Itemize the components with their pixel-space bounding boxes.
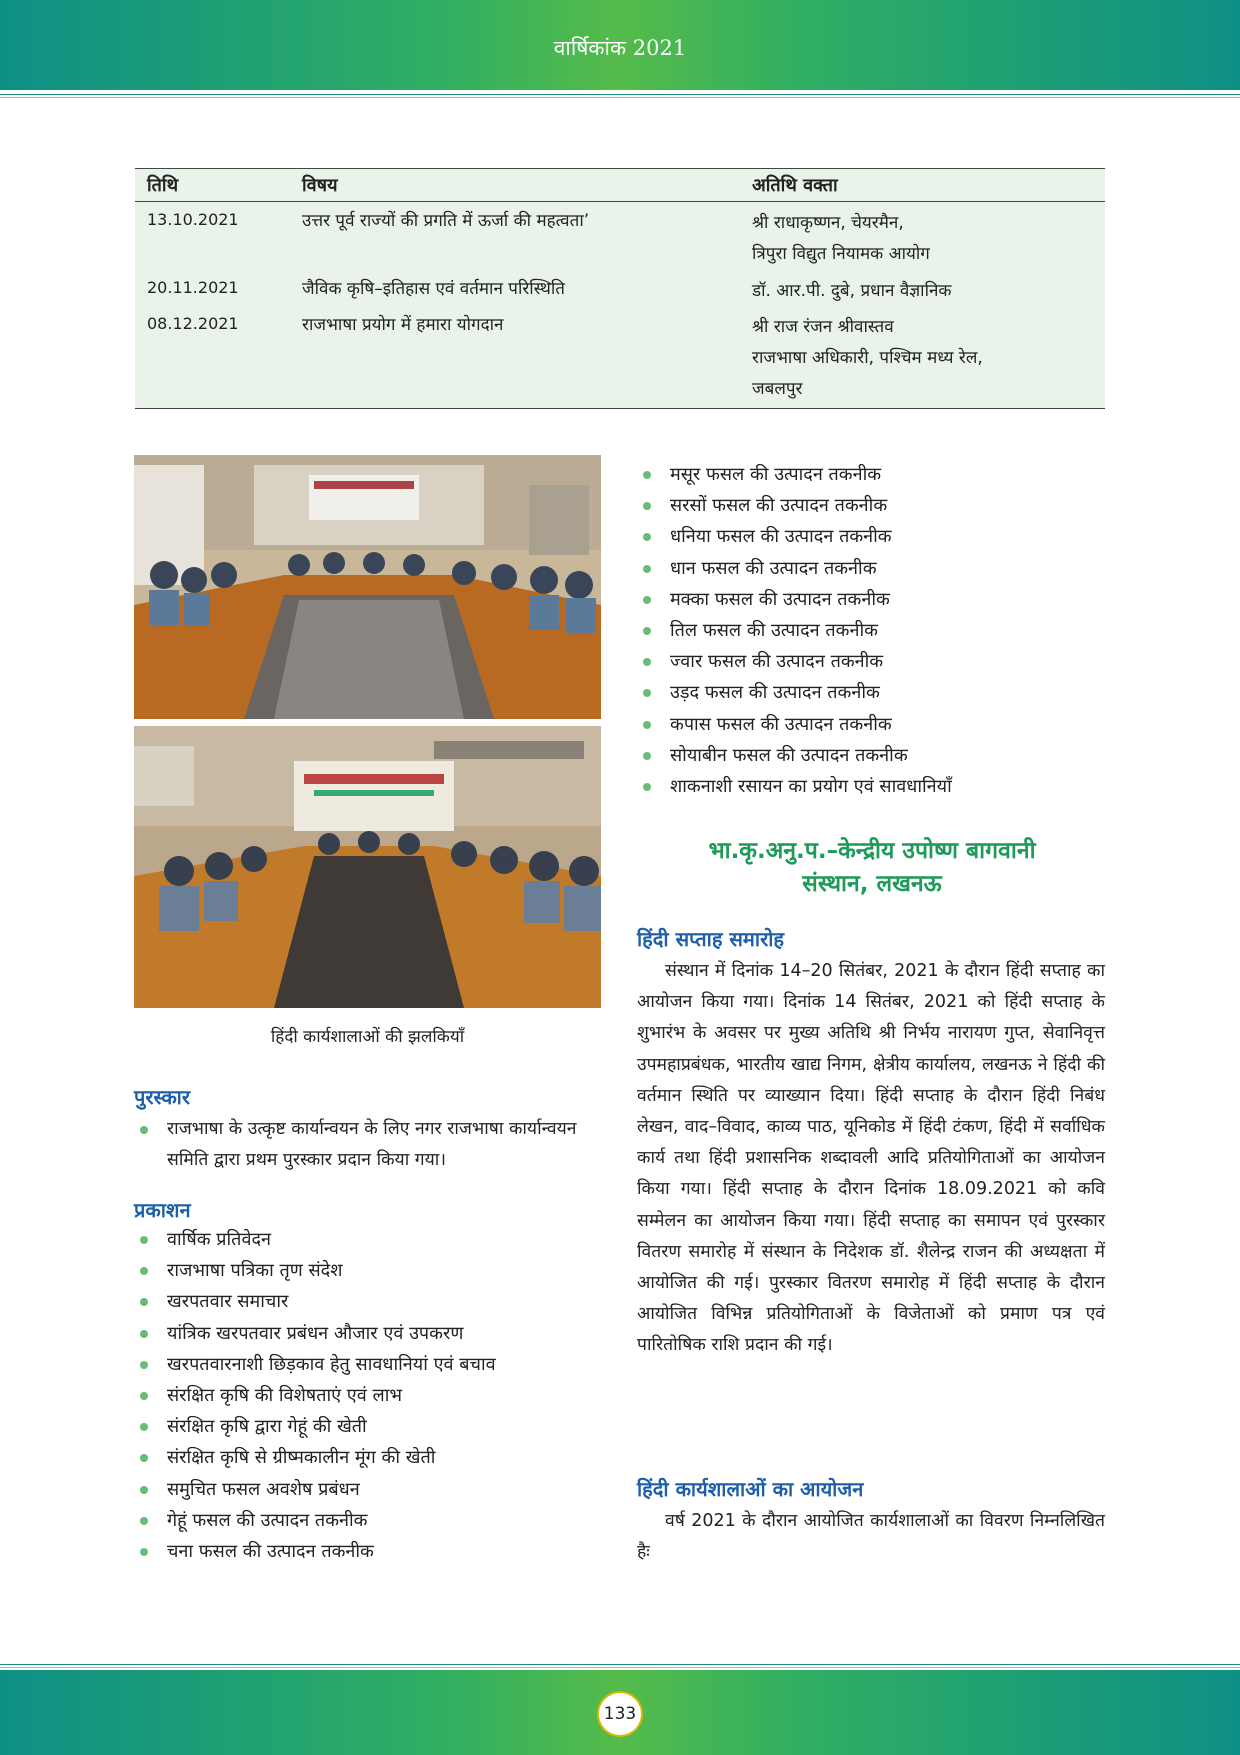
list-item: सरसों फसल की उत्पादन तकनीक xyxy=(637,490,1107,521)
table-row xyxy=(135,202,1105,270)
speaker-line: त्रिपुरा विद्युत नियामक आयोग xyxy=(752,244,930,264)
page-header-band xyxy=(0,0,1240,90)
row-subject: जैविक कृषि–इतिहास एवं वर्तमान परिस्थिति xyxy=(302,279,565,299)
row-speaker xyxy=(752,208,930,270)
table-row xyxy=(135,306,1105,408)
row-speaker xyxy=(752,276,951,307)
speaker-line: श्री राधाकृष्णन, चेयरमैन, xyxy=(752,213,904,233)
list-item: मक्का फसल की उत्पादन तकनीक xyxy=(637,584,1107,615)
footer-rule xyxy=(0,1664,1240,1665)
list-item: सोयाबीन फसल की उत्पादन तकनीक xyxy=(637,740,1107,771)
row-subject: उत्तर पूर्व राज्यों की प्रगति में ऊर्जा की महत्वता’ xyxy=(302,211,590,231)
list-item: चना फसल की उत्पादन तकनीक xyxy=(134,1536,604,1567)
row-speaker xyxy=(752,312,983,405)
list-item: शाकनाशी रसायन का प्रयोग एवं सावधानियाँ xyxy=(637,771,1107,802)
photo-caption: हिंदी कार्यशालाओं की झलकियाँ xyxy=(270,1027,465,1047)
publications-heading: प्रकाशन xyxy=(134,1198,191,1222)
institute-title xyxy=(637,835,1107,901)
table-header-speaker: अतिथि वक्ता xyxy=(752,175,838,196)
list-item: संरक्षित कृषि से ग्रीष्मकालीन मूंग की खेती xyxy=(134,1442,604,1473)
list-item: गेहूं फसल की उत्पादन तकनीक xyxy=(134,1505,604,1536)
table-header-row xyxy=(135,169,1105,202)
speaker-line: श्री राज रंजन श्रीवास्तव xyxy=(752,317,894,337)
list-item: उड़द फसल की उत्पादन तकनीक xyxy=(637,677,1107,708)
list-item: ज्वार फसल की उत्पादन तकनीक xyxy=(637,646,1107,677)
list-item: तिल फसल की उत्पादन तकनीक xyxy=(637,615,1107,646)
list-item: धान फसल की उत्पादन तकनीक xyxy=(637,553,1107,584)
workshop-photo-1 xyxy=(134,455,601,719)
publications-list xyxy=(134,1224,604,1567)
header-rule-thin xyxy=(0,97,1240,98)
header-title: वार्षिकांक 2021 xyxy=(553,36,687,60)
speaker-line: राजभाषा अधिकारी, पश्चिम मध्य रेल, xyxy=(752,348,983,368)
table-header-date: तिथि xyxy=(147,175,179,196)
list-item: वार्षिक प्रतिवेदन xyxy=(134,1224,604,1255)
institute-title-line: संस्थान, लखनऊ xyxy=(802,871,942,897)
row-date: 08.12.2021 xyxy=(147,314,239,333)
list-item: यांत्रिक खरपतवार प्रबंधन औजार एवं उपकरण xyxy=(134,1318,604,1349)
publications-list-continued xyxy=(637,459,1107,802)
row-date: 20.11.2021 xyxy=(147,278,239,297)
table-header-subject: विषय xyxy=(302,175,338,196)
list-item: राजभाषा के उत्कृष्ट कार्यान्वयन के लिए नगर राजभाषा कार्यान्वयन समिति द्वारा प्रथम पुरस्कार प्रदान किया गया। xyxy=(134,1114,604,1176)
list-item: खरपतवारनाशी छिड़काव हेतु सावधानियां एवं बचाव xyxy=(134,1349,604,1380)
speaker-line: जबलपुर xyxy=(752,379,803,399)
speaker-line: डॉ. आर.पी. दुबे, प्रधान वैज्ञानिक xyxy=(752,281,952,301)
footer-rule-thin xyxy=(0,1667,1240,1668)
page-number: 133 xyxy=(597,1691,643,1737)
workshop-photo-2 xyxy=(134,726,601,1008)
hindi-week-paragraph: संस्थान में दिनांक 14–20 सितंबर, 2021 के दौरान हिंदी सप्ताह का आयोजन किया गया। दिनांक 14 सितंबर, 2021 को हिंदी सप्ताह के शुभारंभ के अवसर पर मुख्य अतिथि श्री निर्भय नारायण गुप्त, सेवानिवृत्त उपमहाप्रबंधक, भारतीय खाद्य निगम, क्षेत्रीय कार्यालय, लखनऊ ने हिंदी की वर्तमान स्थिति पर व्याख्यान दिया। हिंदी सप्ताह के दौरान हिंदी निबंध लेखन, वाद–विवाद, काव्य पाठ, यूनिकोड में हिंदी टंकण, हिंदी में सर्वाधिक कार्य तथा हिंदी प्रशासनिक शब्दावली आदि प्रतियोगिताओं का आयोजन किया गया। हिंदी सप्ताह के दौरान दिनांक 18.09.2021 को कवि सम्मेलन का आयोजन किया गया। हिंदी सप्ताह का समापन एवं पुरस्कार वितरण समारोह में संस्थान के निदेशक डॉ. शैलेन्द्र राजन की अध्यक्षता में आयोजित की गई। पुरस्कार वितरण समारोह में हिंदी सप्ताह के दौरान आयोजित विभिन्न प्रतियोगिताओं के विजेताओं को प्रमाण पत्र एवं पारितोषिक राशि प्रदान की गई। xyxy=(637,961,1105,1356)
workshops-heading: हिंदी कार्यशालाओं का आयोजन xyxy=(637,1477,864,1501)
workshops-paragraph: वर्ष 2021 के दौरान आयोजित कार्यशालाओं का विवरण निम्नलिखित हैः xyxy=(637,1511,1105,1563)
header-rule xyxy=(0,94,1240,95)
list-item: संरक्षित कृषि द्वारा गेहूं की खेती xyxy=(134,1411,604,1442)
hindi-week-heading: हिंदी सप्ताह समारोह xyxy=(637,927,785,951)
list-item: मसूर फसल की उत्पादन तकनीक xyxy=(637,459,1107,490)
table-row xyxy=(135,270,1105,306)
list-item: राजभाषा पत्रिका तृण संदेश xyxy=(134,1255,604,1286)
list-item: समुचित फसल अवशेष प्रबंधन xyxy=(134,1474,604,1505)
awards-heading: पुरस्कार xyxy=(134,1085,191,1109)
institute-title-line: भा.कृ.अनु.प.–केन्द्रीय उपोष्ण बागवानी xyxy=(708,838,1036,864)
row-subject: राजभाषा प्रयोग में हमारा योगदान xyxy=(302,315,504,335)
list-item: धनिया फसल की उत्पादन तकनीक xyxy=(637,521,1107,552)
list-item: संरक्षित कृषि की विशेषताएं एवं लाभ xyxy=(134,1380,604,1411)
list-item: कपास फसल की उत्पादन तकनीक xyxy=(637,709,1107,740)
speaker-table xyxy=(135,168,1105,409)
row-date: 13.10.2021 xyxy=(147,210,239,229)
list-item: खरपतवार समाचार xyxy=(134,1286,604,1317)
awards-list xyxy=(134,1114,604,1176)
